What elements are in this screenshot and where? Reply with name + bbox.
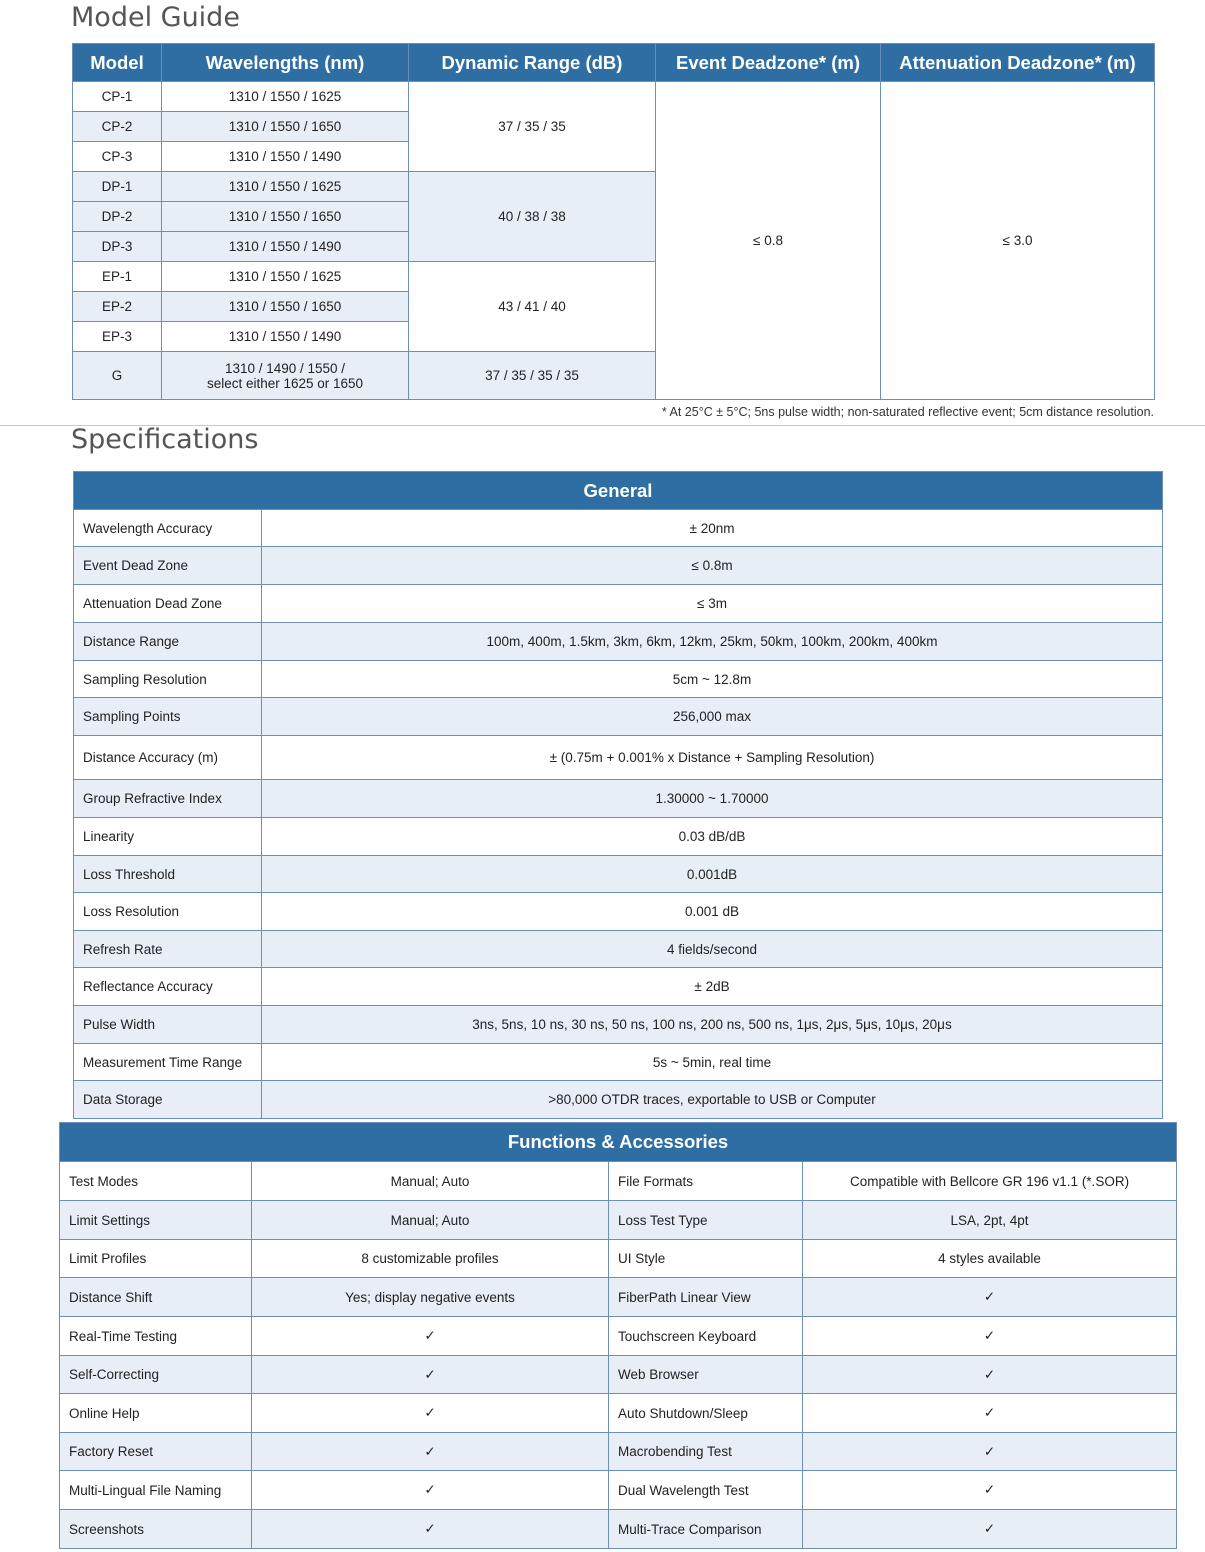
- general-table: [73, 471, 1163, 1119]
- spec-value: 256,000 max: [262, 698, 1163, 736]
- spec-row: [74, 623, 1163, 661]
- spec-value: 0.001 dB: [262, 893, 1163, 931]
- wavelength-cell: 1310 / 1550 / 1650: [162, 292, 409, 322]
- model-cell: G: [73, 352, 162, 400]
- wavelength-cell: 1310 / 1550 / 1490: [162, 232, 409, 262]
- wavelength-cell: [162, 352, 409, 400]
- spec-row: [74, 1044, 1163, 1081]
- model-cell: CP-2: [73, 112, 162, 142]
- spec-row: [74, 818, 1163, 856]
- function-label: Online Help: [60, 1394, 252, 1433]
- function-value: ✓: [803, 1471, 1177, 1510]
- wavelength-cell: 1310 / 1550 / 1490: [162, 322, 409, 352]
- function-value: Manual; Auto: [252, 1162, 609, 1201]
- model-cell: DP-3: [73, 232, 162, 262]
- header-event-deadzone: Event Deadzone* (m): [656, 44, 881, 82]
- functions-header: Functions & Accessories: [60, 1123, 1177, 1162]
- model-guide-title: Model Guide: [71, 2, 240, 33]
- wavelength-cell: 1310 / 1550 / 1625: [162, 262, 409, 292]
- function-value: ✓: [803, 1278, 1177, 1317]
- spec-label: Distance Accuracy (m): [74, 736, 262, 780]
- spec-label: Loss Threshold: [74, 856, 262, 893]
- spec-row: [74, 931, 1163, 968]
- model-cell: DP-1: [73, 172, 162, 202]
- spec-row: [74, 661, 1163, 698]
- dynamic-range-cell: 43 / 41 / 40: [409, 262, 656, 352]
- function-label: Dual Wavelength Test: [609, 1471, 803, 1510]
- spec-value: 100m, 400m, 1.5km, 3km, 6km, 12km, 25km, 50km, 100km, 200km, 400km: [262, 623, 1163, 661]
- function-value: 8 customizable profiles: [252, 1240, 609, 1278]
- spec-label: Sampling Resolution: [74, 661, 262, 698]
- function-row: [60, 1510, 1177, 1549]
- spec-row: [74, 547, 1163, 585]
- function-value: ✓: [803, 1433, 1177, 1471]
- function-row: [60, 1162, 1177, 1201]
- function-row: [60, 1240, 1177, 1278]
- spec-value: 1.30000 ~ 1.70000: [262, 780, 1163, 818]
- model-cell: EP-3: [73, 322, 162, 352]
- wavelength-cell: 1310 / 1550 / 1490: [162, 142, 409, 172]
- wavelength-cell: 1310 / 1550 / 1650: [162, 202, 409, 232]
- spec-label: Refresh Rate: [74, 931, 262, 968]
- function-label: Real-Time Testing: [60, 1317, 252, 1356]
- function-value: Manual; Auto: [252, 1201, 609, 1240]
- spec-label: Attenuation Dead Zone: [74, 585, 262, 623]
- spec-label: Measurement Time Range: [74, 1044, 262, 1081]
- spec-value: 5cm ~ 12.8m: [262, 661, 1163, 698]
- spec-row: [74, 510, 1163, 547]
- spec-row: [74, 893, 1163, 931]
- wavelength-cell: 1310 / 1550 / 1625: [162, 172, 409, 202]
- spec-value: 0.001dB: [262, 856, 1163, 893]
- function-row: [60, 1317, 1177, 1356]
- model-cell: DP-2: [73, 202, 162, 232]
- model-cell: CP-3: [73, 142, 162, 172]
- spec-row: [74, 736, 1163, 780]
- spec-row: [74, 1081, 1163, 1119]
- function-label: UI Style: [609, 1240, 803, 1278]
- function-label: Multi-Lingual File Naming: [60, 1471, 252, 1510]
- spec-label: Sampling Points: [74, 698, 262, 736]
- wavelength-cell: 1310 / 1550 / 1650: [162, 112, 409, 142]
- specifications-title: Specifications: [71, 424, 259, 455]
- function-value: Compatible with Bellcore GR 196 v1.1 (*.SOR): [803, 1162, 1177, 1201]
- footnote: * At 25°C ± 5°C; 5ns pulse width; non-saturated reflective event; 5cm distance resolution.: [661, 405, 1154, 419]
- header-wavelengths: Wavelengths (nm): [162, 44, 409, 82]
- spec-value: 0.03 dB/dB: [262, 818, 1163, 856]
- general-header: General: [74, 472, 1163, 510]
- spec-value: ≤ 3m: [262, 585, 1163, 623]
- function-label: Multi-Trace Comparison: [609, 1510, 803, 1549]
- spec-value: ± 20nm: [262, 510, 1163, 547]
- function-value: 4 styles available: [803, 1240, 1177, 1278]
- spec-value: 4 fields/second: [262, 931, 1163, 968]
- function-label: Self-Correcting: [60, 1356, 252, 1394]
- function-label: Macrobending Test: [609, 1433, 803, 1471]
- function-label: Limit Settings: [60, 1201, 252, 1240]
- function-label: Web Browser: [609, 1356, 803, 1394]
- wavelength-cell: 1310 / 1550 / 1625: [162, 82, 409, 112]
- function-label: File Formats: [609, 1162, 803, 1201]
- spec-label: Event Dead Zone: [74, 547, 262, 585]
- function-value: ✓: [252, 1433, 609, 1471]
- function-value: ✓: [803, 1510, 1177, 1549]
- model-cell: CP-1: [73, 82, 162, 112]
- spec-label: Linearity: [74, 818, 262, 856]
- spec-row: [74, 780, 1163, 818]
- spec-value: 5s ~ 5min, real time: [262, 1044, 1163, 1081]
- function-value: Yes; display negative events: [252, 1278, 609, 1317]
- function-value: ✓: [803, 1356, 1177, 1394]
- wavelength-line-1: 1310 / 1490 / 1550 /: [224, 360, 346, 376]
- spec-label: Wavelength Accuracy: [74, 510, 262, 547]
- function-label: Screenshots: [60, 1510, 252, 1549]
- function-row: [60, 1356, 1177, 1394]
- spec-label: Loss Resolution: [74, 893, 262, 931]
- function-label: Auto Shutdown/Sleep: [609, 1394, 803, 1433]
- dynamic-range-cell: 40 / 38 / 38: [409, 172, 656, 262]
- event-deadzone-cell: ≤ 0.8: [656, 82, 881, 400]
- function-value: ✓: [803, 1317, 1177, 1356]
- function-row: [60, 1433, 1177, 1471]
- dynamic-range-cell: 37 / 35 / 35: [409, 82, 656, 172]
- functions-table: [59, 1122, 1177, 1549]
- function-value: ✓: [252, 1394, 609, 1433]
- table-row: [73, 82, 1155, 112]
- function-label: Loss Test Type: [609, 1201, 803, 1240]
- spec-label: Group Refractive Index: [74, 780, 262, 818]
- spec-row: [74, 1006, 1163, 1044]
- function-row: [60, 1394, 1177, 1433]
- function-value: ✓: [803, 1394, 1177, 1433]
- spec-value: ≤ 0.8m: [262, 547, 1163, 585]
- spec-value: ± (0.75m + 0.001% x Distance + Sampling Resolution): [262, 736, 1163, 780]
- function-label: Limit Profiles: [60, 1240, 252, 1278]
- function-label: Test Modes: [60, 1162, 252, 1201]
- function-value: LSA, 2pt, 4pt: [803, 1201, 1177, 1240]
- spec-row: [74, 968, 1163, 1006]
- spec-label: Pulse Width: [74, 1006, 262, 1044]
- spec-label: Reflectance Accuracy: [74, 968, 262, 1006]
- function-value: ✓: [252, 1471, 609, 1510]
- model-cell: EP-1: [73, 262, 162, 292]
- attenuation-deadzone-cell: ≤ 3.0: [881, 82, 1155, 400]
- function-label: Distance Shift: [60, 1278, 252, 1317]
- spec-row: [74, 856, 1163, 893]
- model-cell: EP-2: [73, 292, 162, 322]
- header-dynamic-range: Dynamic Range (dB): [409, 44, 656, 82]
- spec-row: [74, 585, 1163, 623]
- function-label: FiberPath Linear View: [609, 1278, 803, 1317]
- function-row: [60, 1201, 1177, 1240]
- spec-row: [74, 698, 1163, 736]
- function-row: [60, 1278, 1177, 1317]
- header-attenuation-deadzone: Attenuation Deadzone* (m): [881, 44, 1155, 82]
- header-model: Model: [73, 44, 162, 82]
- function-value: ✓: [252, 1356, 609, 1394]
- spec-label: Distance Range: [74, 623, 262, 661]
- spec-value: >80,000 OTDR traces, exportable to USB or Computer: [262, 1081, 1163, 1119]
- model-guide-table: [72, 43, 1155, 400]
- function-label: Touchscreen Keyboard: [609, 1317, 803, 1356]
- spec-label: Data Storage: [74, 1081, 262, 1119]
- function-row: [60, 1471, 1177, 1510]
- spec-value: ± 2dB: [262, 968, 1163, 1006]
- dynamic-range-cell: 37 / 35 / 35 / 35: [409, 352, 656, 400]
- spec-value: 3ns, 5ns, 10 ns, 30 ns, 50 ns, 100 ns, 200 ns, 500 ns, 1μs, 2μs, 5μs, 10μs, 20μs: [262, 1006, 1163, 1044]
- function-label: Factory Reset: [60, 1433, 252, 1471]
- wavelength-line-2: select either 1625 or 1650: [206, 375, 364, 391]
- function-value: ✓: [252, 1510, 609, 1549]
- function-value: ✓: [252, 1317, 609, 1356]
